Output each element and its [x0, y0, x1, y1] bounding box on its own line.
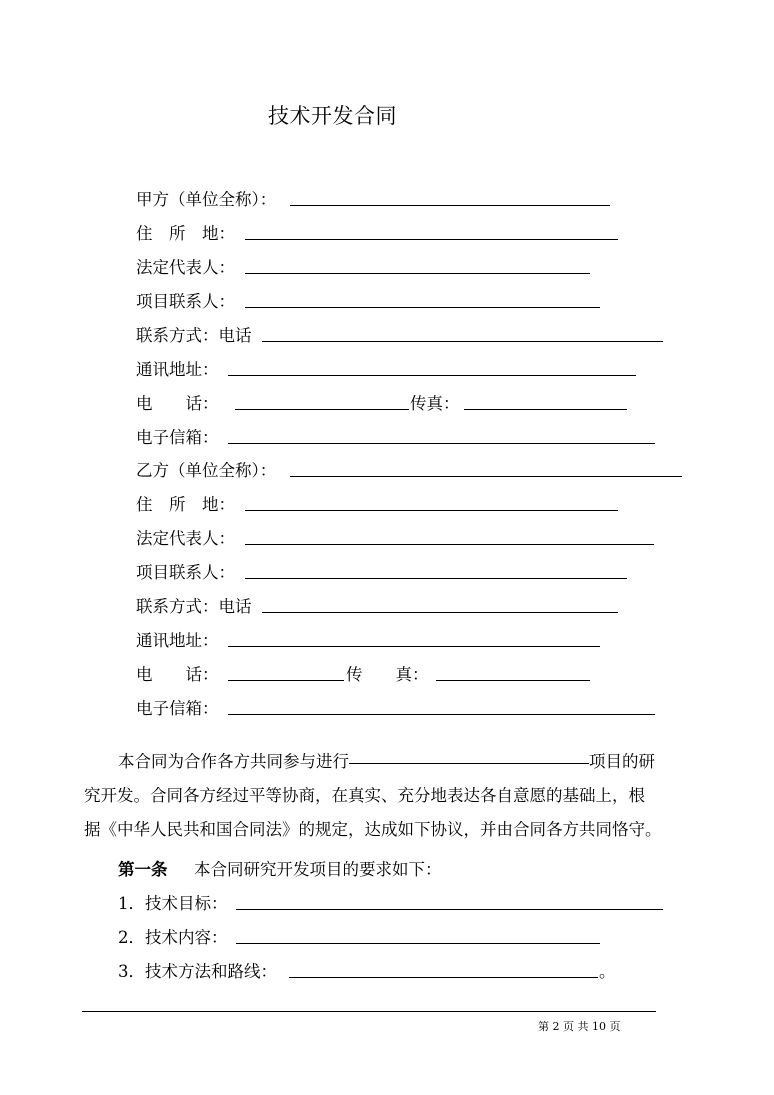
party-b-name-blank[interactable] — [290, 476, 682, 477]
document-title: 技术开发合同 — [268, 104, 397, 128]
party-b-phone-label: 电 话： — [136, 665, 219, 684]
preamble-line-3: 据《中华人民共和国合同法》的规定，达成如下协议，并由合同各方共同恪守。 — [84, 820, 662, 839]
project-name-blank[interactable] — [349, 745, 589, 764]
party-b-contact-method-label: 联系方式：电话 — [136, 597, 252, 616]
tech-goal-blank[interactable] — [236, 909, 663, 910]
party-a-email-label: 电子信箱： — [136, 428, 219, 447]
footer-divider — [82, 1011, 656, 1012]
party-a-mail-address-blank[interactable] — [228, 375, 636, 376]
party-a-phone-blank[interactable] — [262, 341, 663, 342]
tech-method-blank[interactable] — [289, 977, 598, 978]
party-b-tel-blank[interactable] — [228, 680, 344, 681]
party-a-name-label: 甲方（单位全称）： — [136, 190, 277, 209]
tech-content-blank[interactable] — [236, 943, 600, 944]
party-b-address-label: 住 所 地： — [136, 495, 235, 514]
page-number: 第 2 页 共 10 页 — [538, 1020, 621, 1033]
article-1-text: 本合同研究开发项目的要求如下： — [194, 860, 442, 879]
party-a-mail-address-label: 通讯地址： — [136, 360, 219, 379]
preamble-line-1-b: 项目的研 — [589, 752, 655, 771]
preamble-paragraph — [84, 745, 694, 855]
party-b-fax-label: 传 真： — [346, 665, 429, 684]
party-a-fax-blank[interactable] — [464, 409, 627, 410]
party-b-address-blank[interactable] — [245, 510, 618, 511]
article-1-item-2-label: 2．技术内容： — [118, 928, 228, 947]
party-a-contact-label: 项目联系人： — [136, 292, 235, 311]
preamble-line-1 — [118, 745, 655, 779]
party-a-email-blank[interactable] — [228, 443, 655, 444]
party-b-fax-blank[interactable] — [436, 680, 590, 681]
party-b-email-label: 电子信箱： — [136, 699, 219, 718]
preamble-line-1-a: 本合同为合作各方共同参与进行 — [118, 752, 349, 771]
party-a-contact-method-label: 联系方式：电话 — [136, 326, 252, 345]
party-b-contact-label: 项目联系人： — [136, 563, 235, 582]
article-1-item-3-end: 。 — [599, 962, 616, 981]
party-b-mail-address-label: 通讯地址： — [136, 631, 219, 650]
party-a-address-label: 住 所 地： — [136, 224, 235, 243]
party-b-phone-blank[interactable] — [262, 612, 618, 613]
party-b-legal-rep-blank[interactable] — [245, 544, 654, 545]
party-a-fax-label: 传真： — [410, 394, 460, 413]
party-a-legal-rep-label: 法定代表人： — [136, 258, 235, 277]
article-1-item-3-label: 3．技术方法和路线： — [118, 962, 277, 981]
party-b-name-label: 乙方（单位全称）： — [136, 461, 277, 480]
party-a-contact-blank[interactable] — [245, 307, 600, 308]
party-b-email-blank[interactable] — [228, 714, 655, 715]
party-b-contact-blank[interactable] — [245, 578, 627, 579]
article-1-item-1-label: 1．技术目标： — [118, 894, 228, 913]
party-a-address-blank[interactable] — [245, 239, 618, 240]
party-b-legal-rep-label: 法定代表人： — [136, 529, 235, 548]
preamble-line-2: 究开发。合同各方经过平等协商，在真实、充分地表达各自意愿的基础上，根 — [84, 786, 645, 805]
party-b-mail-address-blank[interactable] — [228, 646, 600, 647]
party-a-tel-blank[interactable] — [235, 409, 409, 410]
party-a-phone-label: 电 话： — [136, 394, 219, 413]
article-1-heading: 第一条 — [118, 860, 168, 879]
party-a-legal-rep-blank[interactable] — [245, 273, 590, 274]
party-a-name-blank[interactable] — [290, 205, 610, 206]
